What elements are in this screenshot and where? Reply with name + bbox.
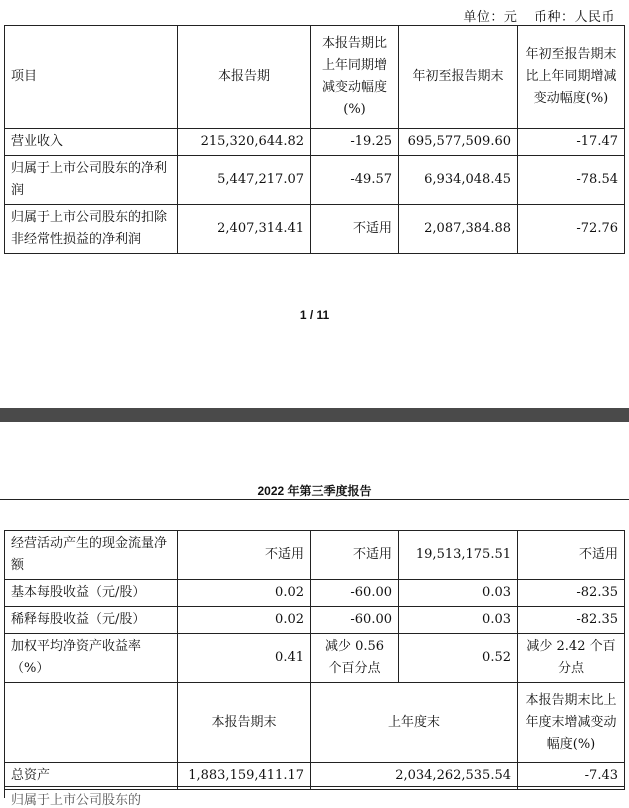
cell-value: 1,883,159,411.17 (178, 763, 311, 790)
cell-value: 0.03 (399, 607, 518, 634)
row-label: 归属于上市公司股东的 (11, 793, 142, 808)
row-label: 基本每股收益（元/股） (5, 580, 178, 607)
subheader-change: 本报告期末比上年度末增减变动幅度(%) (518, 683, 625, 763)
header-ytd-change: 年初至报告期末比上年同期增减变动幅度(%) (518, 26, 625, 129)
financial-table-bottom (4, 530, 625, 790)
cut-off-row (4, 786, 625, 808)
header-current-change: 本报告期比上年同期增减变动幅度(%) (311, 26, 399, 129)
cell-value: -78.54 (518, 156, 625, 205)
table-row (5, 607, 625, 634)
cell-value: 0.02 (178, 607, 311, 634)
table-row (5, 634, 625, 683)
cell-value: 0.03 (399, 580, 518, 607)
table-header-row (5, 26, 625, 129)
cell-value: 6,934,048.45 (399, 156, 518, 205)
cell-value: 不适用 (518, 531, 625, 580)
cell-value: -7.43 (518, 763, 625, 790)
cell-value: 215,320,644.82 (178, 129, 311, 156)
cell-value: 2,087,384.88 (399, 205, 518, 254)
subheader-prior-year-end: 上年度末 (311, 683, 518, 763)
table-row (5, 580, 625, 607)
cell-value: 不适用 (311, 531, 399, 580)
table-subheader-row (5, 683, 625, 763)
header-divider (0, 499, 629, 500)
cell-value: 0.41 (178, 634, 311, 683)
row-label: 总资产 (5, 763, 178, 790)
row-label: 加权平均净资产收益率（%） (5, 634, 178, 683)
row-label: 归属于上市公司股东的扣除非经常性损益的净利润 (5, 205, 178, 254)
cell-value: -60.00 (311, 580, 399, 607)
currency-label: 币种：人民币 (533, 10, 615, 25)
cell-value: -49.57 (311, 156, 399, 205)
cell-value: 不适用 (311, 205, 399, 254)
page-number: 1 / 11 (299, 308, 330, 322)
header-ytd: 年初至报告期末 (399, 26, 518, 129)
cell-value: -72.76 (518, 205, 625, 254)
cell-value: -17.47 (518, 129, 625, 156)
row-label: 稀释每股收益（元/股） (5, 607, 178, 634)
cell-value: 695,577,509.60 (399, 129, 518, 156)
cell-value: 2,407,314.41 (178, 205, 311, 254)
cell-value: -19.25 (311, 129, 399, 156)
header-item: 项目 (5, 26, 178, 129)
report-header: 2022 年第三季度报告 (257, 484, 372, 498)
row-label: 经营活动产生的现金流量净额 (5, 531, 178, 580)
page-separator (0, 408, 629, 422)
row-label: 归属于上市公司股东的净利润 (5, 156, 178, 205)
unit-line (451, 6, 615, 25)
cell-value: 减少 2.42 个百分点 (518, 634, 625, 683)
subheader-empty (5, 683, 178, 763)
cell-value: 0.02 (178, 580, 311, 607)
cell-value: 减少 0.56 个百分点 (311, 634, 399, 683)
cell-value: -82.35 (518, 607, 625, 634)
cell-value: 19,513,175.51 (399, 531, 518, 580)
table-row (5, 129, 625, 156)
cell-value: 5,447,217.07 (178, 156, 311, 205)
unit-label: 单位：元 (463, 10, 518, 25)
cell-value: 不适用 (178, 531, 311, 580)
cell-value: 2,034,262,535.54 (311, 763, 518, 790)
table-row (5, 531, 625, 580)
header-current-period: 本报告期 (178, 26, 311, 129)
subheader-period-end: 本报告期末 (178, 683, 311, 763)
financial-table-top (4, 25, 625, 254)
row-label: 营业收入 (5, 129, 178, 156)
cell-value: 0.52 (399, 634, 518, 683)
cell-value: -82.35 (518, 580, 625, 607)
table-row (5, 156, 625, 205)
cell-value: -60.00 (311, 607, 399, 634)
table-row (5, 205, 625, 254)
